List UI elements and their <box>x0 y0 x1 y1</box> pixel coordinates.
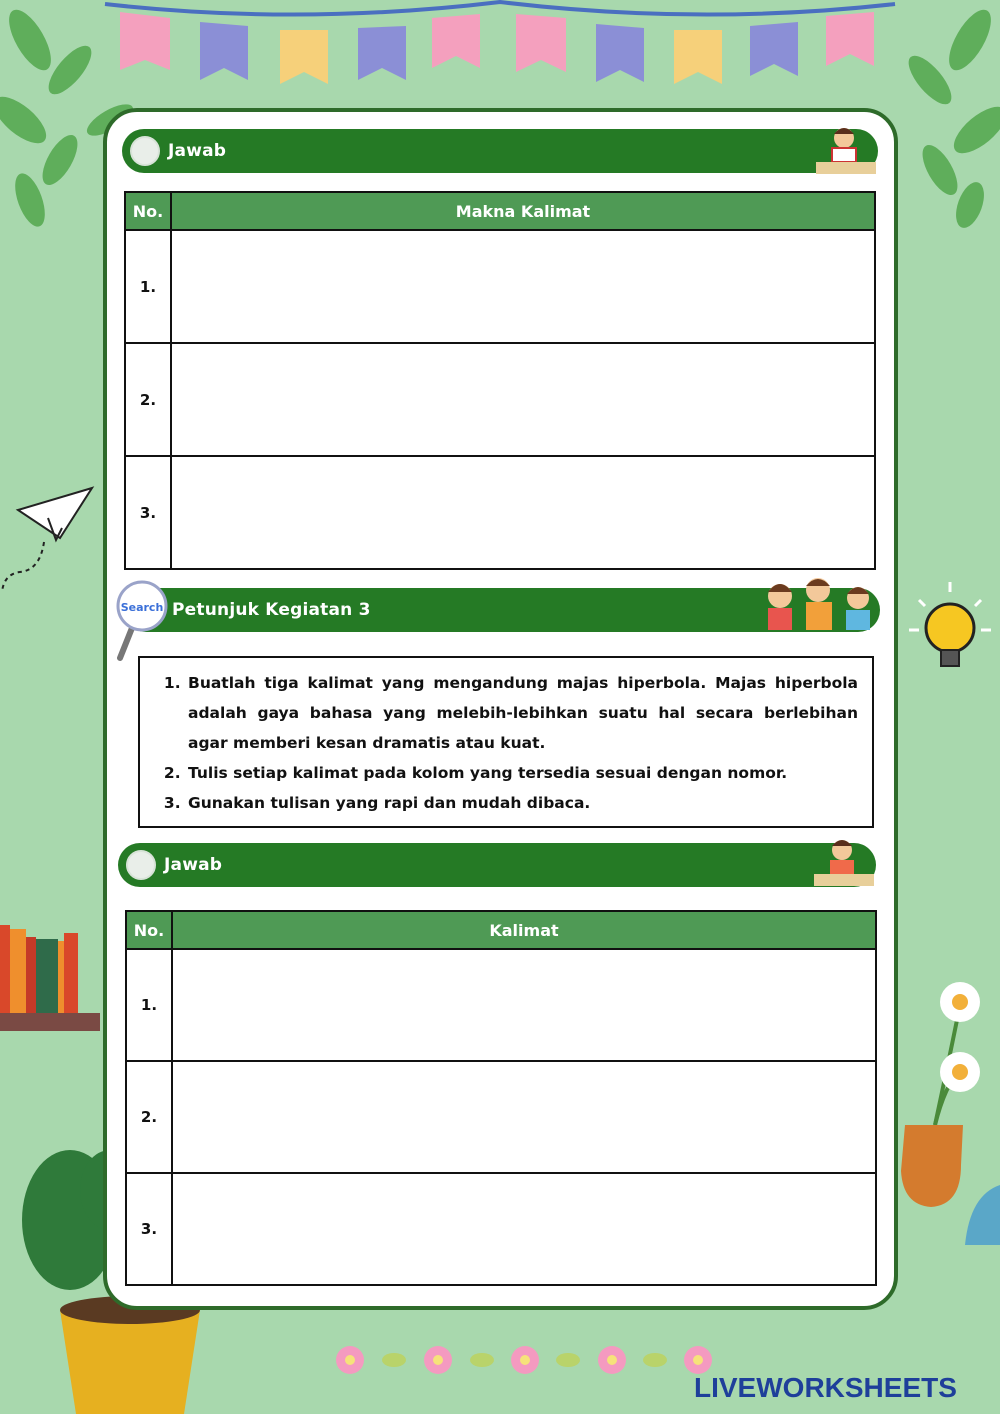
banner-label: Petunjuk Kegiatan 3 <box>172 600 371 620</box>
banner-label: Jawab <box>164 855 223 875</box>
table-header-row <box>126 911 876 949</box>
flower-row-decoration <box>320 1335 720 1385</box>
instructions-box <box>138 656 874 828</box>
answer-table-1 <box>124 191 876 570</box>
table-row <box>126 1173 876 1285</box>
bookshelf-decoration <box>0 925 100 1035</box>
answer-cell[interactable] <box>171 456 875 569</box>
liveworksheets-logo-text: LIVEWORKSHEETS <box>694 1372 957 1403</box>
instruction-item: 2. Tulis setiap kalimat pada kolom yang tersedia sesuai dengan nomor. <box>186 758 858 788</box>
kids-reading-illustration <box>758 574 882 640</box>
header-makna: Makna Kalimat <box>171 192 875 230</box>
answer-banner-1 <box>122 129 878 173</box>
answer-cell[interactable] <box>172 949 876 1061</box>
row-number: 2. <box>125 343 171 456</box>
instruction-item: 1. Buatlah tiga kalimat yang mengandung majas hiperbola. Majas hiperbola adalah gaya bahasa yang melebih-lebihkan suatu hal secara berlebihan agar memberi kesan dramatis atau kuat. <box>186 668 858 758</box>
lightbulb-icon <box>905 580 995 680</box>
row-number: 1. <box>125 230 171 343</box>
row-number: 3. <box>125 456 171 569</box>
search-magnifier-icon <box>112 580 174 662</box>
banner-dot <box>126 850 156 880</box>
paper-plane-icon <box>0 480 100 600</box>
row-number: 1. <box>126 949 172 1061</box>
table-row <box>125 456 875 569</box>
answer-table-2 <box>125 910 877 1286</box>
instructions-list <box>170 668 858 818</box>
row-number: 2. <box>126 1061 172 1173</box>
table-header-row <box>125 192 875 230</box>
instruction-item: 3. Gunakan tulisan yang rapi dan mudah dibaca. <box>186 788 858 818</box>
search-badge-text: Search <box>120 601 164 614</box>
header-no: No. <box>126 911 172 949</box>
answer-banner-2 <box>118 843 876 887</box>
liveworksheets-logo[interactable] <box>694 1372 957 1404</box>
student-writing-illustration <box>812 834 876 890</box>
table-row <box>125 230 875 343</box>
row-number: 3. <box>126 1173 172 1285</box>
table-row <box>126 1061 876 1173</box>
table-row <box>126 949 876 1061</box>
answer-cell[interactable] <box>171 230 875 343</box>
header-kalimat: Kalimat <box>172 911 876 949</box>
bunting-decoration <box>100 0 900 100</box>
banner-dot <box>130 136 160 166</box>
table-row <box>125 343 875 456</box>
answer-cell[interactable] <box>171 343 875 456</box>
header-no: No. <box>125 192 171 230</box>
banner-label: Jawab <box>168 141 227 161</box>
student-writing-illustration <box>814 122 878 178</box>
answer-cell[interactable] <box>172 1061 876 1173</box>
answer-cell[interactable] <box>172 1173 876 1285</box>
flower-vase-decoration <box>895 975 1000 1245</box>
